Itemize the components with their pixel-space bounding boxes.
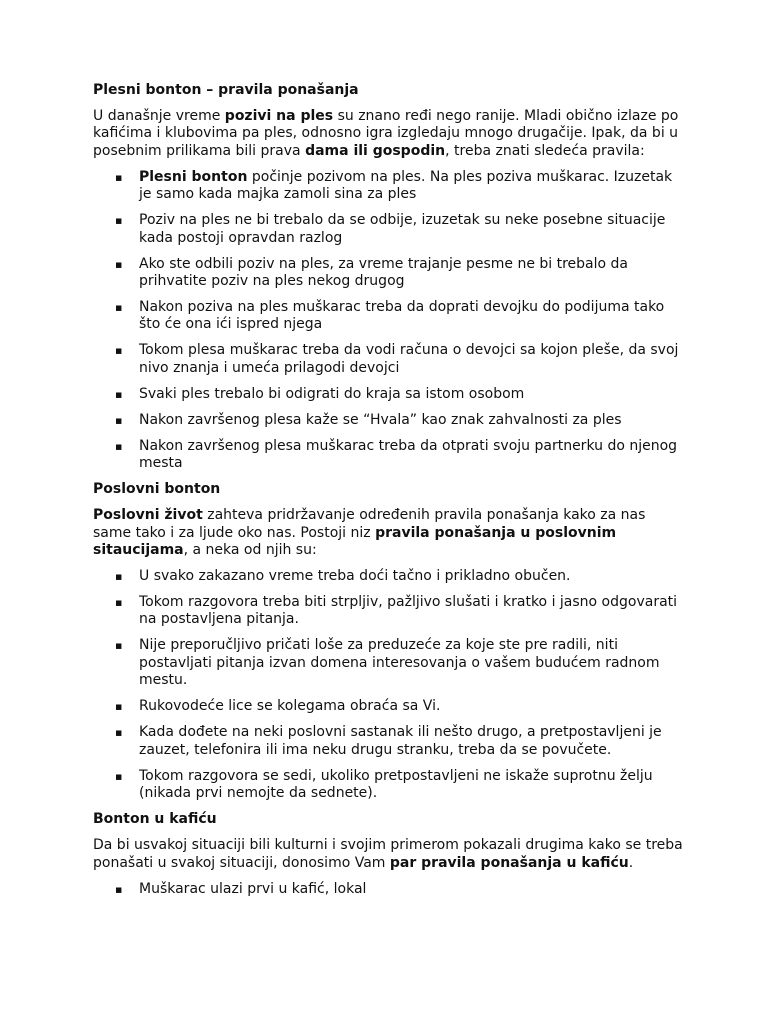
list-item-text: Ako ste odbili poziv na ples, za vreme trajanje pesme ne bi trebalo da prihvatite poziv na ples nekog drugog bbox=[139, 255, 629, 290]
text-run: . bbox=[628, 854, 634, 871]
list-item-text: Nakon završenog plesa muškarac treba da otprati svoju partnerku do njenog mesta bbox=[139, 437, 678, 472]
bullet-icon: ▪ bbox=[115, 439, 123, 453]
list-item-text: Tokom razgovora treba biti strpljiv, pažljivo slušati i kratko i jasno odgovarati na postavljena pitanja. bbox=[139, 594, 678, 628]
bullet-icon: ▪ bbox=[115, 596, 123, 610]
list-item bbox=[93, 637, 683, 689]
text-run: su znano ređi nego ranije. Mladi obično izlaze po kafićima i klubovima pa ples, odnosno igra izgledaju mnogo drugačije. Ipak, da bi u posebnim prilikama bili prava bbox=[93, 108, 679, 159]
section-heading: Bonton u kafiću bbox=[93, 811, 217, 828]
bullet-icon: ▪ bbox=[115, 639, 123, 653]
text-run: , a neka od njih su: bbox=[183, 542, 317, 559]
list-item-text: Svaki ples trebalo bi odigrati do kraja sa istom osobom bbox=[139, 385, 525, 402]
text-run: počinje pozivom na ples. Na ples poziva muškarac. Izuzetak je samo kada majka zamoli sina za ples bbox=[139, 168, 673, 203]
bullet-icon: ▪ bbox=[115, 387, 123, 401]
list-item bbox=[93, 342, 683, 377]
list-item bbox=[93, 212, 683, 247]
bold-run: dama ili gospodin bbox=[305, 142, 446, 159]
list-item bbox=[93, 594, 683, 629]
bullet-icon: ▪ bbox=[115, 570, 123, 584]
list-item bbox=[93, 256, 683, 291]
list-item-text: Poziv na ples ne bi trebalo da se odbije, izuzetak su neke posebne situacije kada postoji opravdan razlog bbox=[139, 212, 666, 246]
section-heading: Plesni bonton – pravila ponašanja bbox=[93, 82, 359, 98]
list-item bbox=[93, 412, 683, 429]
bullet-icon: ▪ bbox=[115, 769, 123, 783]
list-item-text: Tokom plesa muškarac treba da vodi računa o devojci sa kojon pleše, da svoj nivo znanja i umeća prilagodi devojci bbox=[139, 342, 679, 376]
text-run: zahteva pridržavanje određenih pravila ponašanja kako za nas same tako i za ljude oko nas. Postoji niz bbox=[93, 507, 646, 541]
bullet-list bbox=[93, 169, 683, 473]
bold-run: pozivi na ples bbox=[224, 108, 334, 124]
list-item bbox=[93, 724, 683, 759]
text-run: Da bi usvakoj situaciji bili kulturni i svojim primerom pokazali drugima kako se treba ponašati u svakoj situaciji, donosimo Vam bbox=[93, 837, 683, 871]
bullet-icon: ▪ bbox=[115, 700, 123, 714]
list-item-text: Nakon završenog plesa kaže se “Hvala” kao znak zahvalnosti za ples bbox=[139, 411, 622, 428]
bold-run: Plesni bonton bbox=[139, 168, 248, 185]
list-item-text: Kada dođete na neki poslovni sastanak ili nešto drugo, a pretpostavljeni je zauzet, telefonira ili ima neku drugu stranku, treba da se povučete. bbox=[139, 724, 662, 758]
bold-run: Poslovni život bbox=[93, 507, 203, 524]
bold-run: par pravila ponašanja u kafiću bbox=[389, 854, 629, 871]
bullet-icon: ▪ bbox=[115, 257, 123, 271]
text-run: , treba znati sledeća pravila: bbox=[445, 142, 645, 159]
document-page bbox=[93, 82, 683, 907]
bullet-icon: ▪ bbox=[115, 344, 123, 358]
bullet-icon: ▪ bbox=[115, 882, 123, 896]
list-item bbox=[93, 299, 683, 334]
bullet-icon: ▪ bbox=[115, 726, 123, 740]
bullet-icon: ▪ bbox=[115, 170, 123, 184]
paragraph bbox=[93, 108, 683, 160]
list-item bbox=[93, 698, 683, 715]
bold-run: pravila ponašanja u poslovnim sitaucijama bbox=[93, 524, 617, 559]
list-item-text: Muškarac ulazi prvi u kafić, lokal bbox=[139, 880, 367, 897]
list-item bbox=[93, 438, 683, 473]
list-item bbox=[93, 881, 683, 898]
list-item-text: U svako zakazano vreme treba doći tačno i prikladno obučen. bbox=[139, 568, 571, 585]
bullet-icon: ▪ bbox=[115, 214, 123, 228]
list-item bbox=[93, 568, 683, 585]
list-item bbox=[93, 386, 683, 403]
text-run: U današnje vreme bbox=[93, 108, 225, 124]
bullet-list bbox=[93, 881, 683, 898]
list-item-text: Tokom razgovora se sedi, ukoliko pretpostavljeni ne iskaže suprotnu želju (nikada prvi nemojte da sednete). bbox=[139, 767, 653, 802]
section-heading: Poslovni bonton bbox=[93, 481, 221, 498]
paragraph bbox=[93, 507, 683, 559]
list-item-text: Rukovodeće lice se kolegama obraća sa Vi. bbox=[139, 698, 441, 715]
paragraph bbox=[93, 837, 683, 872]
bullet-icon: ▪ bbox=[115, 301, 123, 315]
list-item-text: Nije preporučljivo pričati loše za preduzeće za koje ste pre radili, niti postavljati pitanja izvan domena interesovanja o vašem budućem radnom mestu. bbox=[139, 637, 660, 689]
list-item bbox=[93, 768, 683, 803]
list-item-text: Nakon poziva na ples muškarac treba da doprati devojku do podijuma tako što će ona ići ispred njega bbox=[139, 299, 665, 333]
bullet-list bbox=[93, 568, 683, 802]
list-item bbox=[93, 169, 683, 204]
bullet-icon: ▪ bbox=[115, 413, 123, 427]
